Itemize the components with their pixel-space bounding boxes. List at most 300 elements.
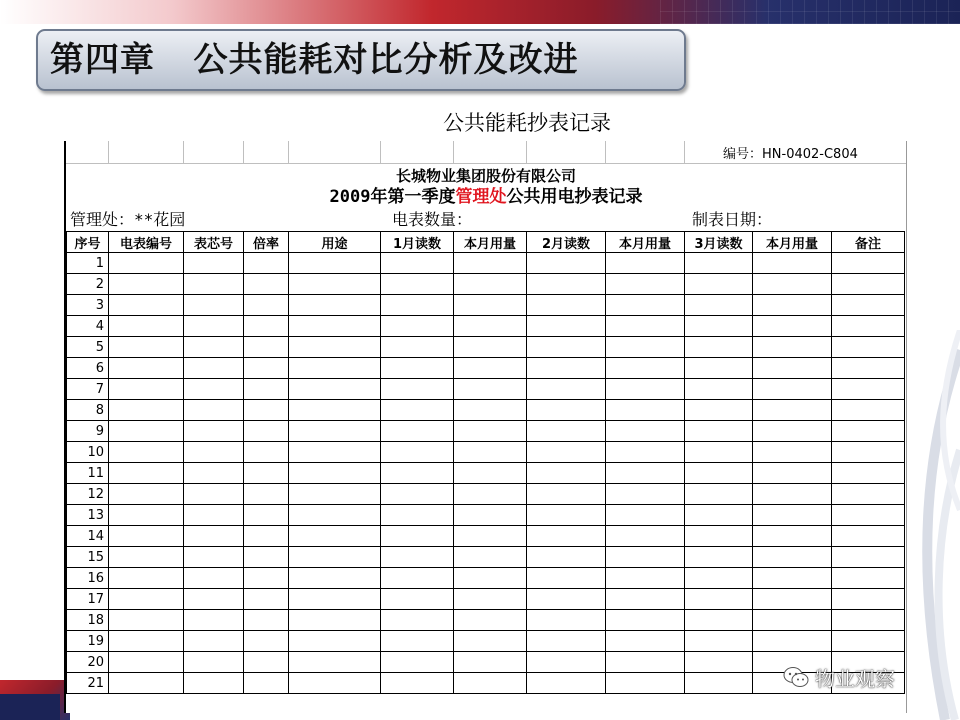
table-body <box>67 253 905 694</box>
table-cell <box>527 379 606 400</box>
table-row <box>67 589 905 610</box>
table-cell <box>685 295 753 316</box>
table-cell <box>527 253 606 274</box>
row-number: 15 <box>67 547 109 568</box>
table-cell <box>184 526 244 547</box>
table-cell <box>606 547 685 568</box>
table-cell <box>289 652 381 673</box>
table-cell <box>109 547 184 568</box>
date-label: 制表日期： <box>692 210 773 229</box>
table-cell <box>832 316 905 337</box>
table-cell <box>381 547 454 568</box>
table-cell <box>244 463 289 484</box>
table-cell <box>184 421 244 442</box>
table-row <box>67 505 905 526</box>
table-cell <box>685 631 753 652</box>
table-cell <box>289 610 381 631</box>
row-number: 20 <box>67 652 109 673</box>
table-cell <box>109 673 184 694</box>
table-cell <box>606 442 685 463</box>
table-cell <box>184 568 244 589</box>
table-cell <box>685 442 753 463</box>
table-cell <box>289 274 381 295</box>
table-cell <box>289 421 381 442</box>
table-cell <box>184 274 244 295</box>
table-cell <box>685 253 753 274</box>
table-cell <box>685 505 753 526</box>
table-cell <box>832 337 905 358</box>
table-row <box>67 673 905 694</box>
table-cell <box>109 316 184 337</box>
table-cell <box>685 337 753 358</box>
row-number: 1 <box>67 253 109 274</box>
table-cell <box>109 463 184 484</box>
table-cell <box>184 589 244 610</box>
table-cell <box>454 673 527 694</box>
row-number: 8 <box>67 400 109 421</box>
table-cell <box>184 337 244 358</box>
table-cell <box>753 484 832 505</box>
table-cell <box>832 547 905 568</box>
table-cell <box>244 505 289 526</box>
table-cell <box>289 589 381 610</box>
row-number: 13 <box>67 505 109 526</box>
table-cell <box>454 610 527 631</box>
grid-line <box>243 141 244 163</box>
record-title-prefix: 2009年第一季度 <box>329 187 456 207</box>
table-cell <box>381 589 454 610</box>
row-number: 6 <box>67 358 109 379</box>
table-cell <box>527 589 606 610</box>
table-cell <box>244 358 289 379</box>
table-cell <box>832 400 905 421</box>
table-cell <box>832 526 905 547</box>
table-cell <box>527 526 606 547</box>
table-row <box>67 295 905 316</box>
table-cell <box>184 295 244 316</box>
column-header: 倍率 <box>244 232 289 253</box>
table-cell <box>606 631 685 652</box>
table-cell <box>685 568 753 589</box>
table-cell <box>832 274 905 295</box>
table-row <box>67 526 905 547</box>
meter-table <box>66 231 905 694</box>
table-cell <box>753 442 832 463</box>
table-cell <box>685 379 753 400</box>
table-cell <box>832 484 905 505</box>
table-cell <box>454 568 527 589</box>
table-row <box>67 337 905 358</box>
table-cell <box>109 589 184 610</box>
row-number: 10 <box>67 442 109 463</box>
column-header: 3月读数 <box>685 232 753 253</box>
row-number: 19 <box>67 631 109 652</box>
table-cell <box>832 358 905 379</box>
row-number: 2 <box>67 274 109 295</box>
column-header: 本月用量 <box>753 232 832 253</box>
grid-line <box>288 141 289 163</box>
table-cell <box>244 316 289 337</box>
table-cell <box>184 379 244 400</box>
table-cell <box>244 484 289 505</box>
table-cell <box>244 379 289 400</box>
table-cell <box>753 358 832 379</box>
table-cell <box>527 421 606 442</box>
table-cell <box>289 295 381 316</box>
table-cell <box>381 526 454 547</box>
table-cell <box>289 400 381 421</box>
table-cell <box>184 358 244 379</box>
table-row <box>67 631 905 652</box>
table-row <box>67 379 905 400</box>
grid-line <box>684 141 685 163</box>
record-title-highlight: 管理处 <box>455 187 507 207</box>
table-cell <box>244 526 289 547</box>
table-cell <box>606 610 685 631</box>
table-cell <box>289 505 381 526</box>
table-cell <box>244 610 289 631</box>
table-cell <box>606 358 685 379</box>
table-cell <box>606 400 685 421</box>
row-number: 5 <box>67 337 109 358</box>
table-cell <box>832 442 905 463</box>
column-header: 本月用量 <box>454 232 527 253</box>
table-cell <box>606 253 685 274</box>
table-cell <box>753 589 832 610</box>
record-title-suffix: 公共用电抄表记录 <box>506 187 643 207</box>
table-cell <box>381 484 454 505</box>
meter-count-label: 电表数量： <box>392 210 473 229</box>
table-row <box>67 442 905 463</box>
meta-row <box>66 209 906 231</box>
table-cell <box>527 358 606 379</box>
table-cell <box>685 400 753 421</box>
table-header-row <box>67 232 905 253</box>
table-cell <box>381 316 454 337</box>
table-cell <box>109 400 184 421</box>
table-cell <box>109 442 184 463</box>
table-row <box>67 568 905 589</box>
row-number: 3 <box>67 295 109 316</box>
corner-decoration-dark <box>0 694 60 720</box>
table-cell <box>753 274 832 295</box>
table-cell <box>454 295 527 316</box>
table-row <box>67 421 905 442</box>
table-cell <box>244 253 289 274</box>
table-cell <box>109 421 184 442</box>
table-cell <box>685 652 753 673</box>
table-cell <box>753 463 832 484</box>
table-cell <box>109 337 184 358</box>
table-cell <box>381 631 454 652</box>
table-cell <box>109 358 184 379</box>
table-cell <box>381 442 454 463</box>
column-header: 本月用量 <box>606 232 685 253</box>
table-cell <box>685 484 753 505</box>
table-cell <box>832 463 905 484</box>
table-cell <box>184 673 244 694</box>
table-cell <box>381 274 454 295</box>
table-cell <box>184 253 244 274</box>
row-number: 4 <box>67 316 109 337</box>
table-cell <box>753 316 832 337</box>
table-cell <box>832 589 905 610</box>
table-cell <box>244 673 289 694</box>
table-cell <box>454 652 527 673</box>
row-number: 7 <box>67 379 109 400</box>
table-cell <box>454 358 527 379</box>
table-cell <box>381 400 454 421</box>
table-row <box>67 652 905 673</box>
table-cell <box>244 274 289 295</box>
table-cell <box>381 568 454 589</box>
table-cell <box>527 337 606 358</box>
table-row <box>67 610 905 631</box>
table-cell <box>289 631 381 652</box>
table-cell <box>184 400 244 421</box>
table-cell <box>685 526 753 547</box>
table-cell <box>244 589 289 610</box>
table-cell <box>381 358 454 379</box>
table-cell <box>109 526 184 547</box>
chapter-title-box <box>36 29 686 91</box>
grid-line <box>183 141 184 163</box>
table-cell <box>685 421 753 442</box>
top-banner <box>0 0 960 24</box>
table-cell <box>606 505 685 526</box>
table-cell <box>454 274 527 295</box>
table-cell <box>289 526 381 547</box>
table-row <box>67 253 905 274</box>
table-cell <box>184 631 244 652</box>
table-cell <box>289 316 381 337</box>
table-cell <box>109 568 184 589</box>
table-cell <box>685 610 753 631</box>
table-cell <box>184 610 244 631</box>
table-cell <box>753 337 832 358</box>
table-cell <box>289 673 381 694</box>
table-cell <box>606 463 685 484</box>
table-cell <box>381 505 454 526</box>
office-label: 管理处：**花园 <box>70 210 186 229</box>
row-number: 17 <box>67 589 109 610</box>
row-number: 21 <box>67 673 109 694</box>
table-cell <box>685 274 753 295</box>
table-cell <box>527 610 606 631</box>
table-row <box>67 463 905 484</box>
table-row <box>67 547 905 568</box>
table-cell <box>753 400 832 421</box>
table-cell <box>832 631 905 652</box>
table-cell <box>109 379 184 400</box>
table-cell <box>685 463 753 484</box>
table-row <box>67 274 905 295</box>
row-number: 11 <box>67 463 109 484</box>
table-row <box>67 400 905 421</box>
table-cell <box>753 610 832 631</box>
table-cell <box>606 295 685 316</box>
table-cell <box>454 379 527 400</box>
table-cell <box>832 379 905 400</box>
table-cell <box>289 379 381 400</box>
table-cell <box>454 337 527 358</box>
grid-line <box>453 141 454 163</box>
table-cell <box>454 316 527 337</box>
table-cell <box>527 400 606 421</box>
table-cell <box>244 442 289 463</box>
table-cell <box>753 505 832 526</box>
chapter-title: 第四章 公共能耗对比分析及改进 <box>50 40 579 80</box>
table-cell <box>381 379 454 400</box>
table-cell <box>606 274 685 295</box>
table-cell <box>527 631 606 652</box>
table-cell <box>289 253 381 274</box>
table-cell <box>753 526 832 547</box>
wechat-icon <box>783 666 809 688</box>
table-cell <box>454 505 527 526</box>
table-row <box>67 484 905 505</box>
column-header: 表芯号 <box>184 232 244 253</box>
table-cell <box>685 589 753 610</box>
table-cell <box>454 442 527 463</box>
table-cell <box>606 673 685 694</box>
table-cell <box>184 442 244 463</box>
table-cell <box>454 589 527 610</box>
table-cell <box>753 379 832 400</box>
table-cell <box>244 547 289 568</box>
row-number: 18 <box>67 610 109 631</box>
table-cell <box>289 463 381 484</box>
table-cell <box>832 610 905 631</box>
table-cell <box>606 589 685 610</box>
table-cell <box>685 547 753 568</box>
table-cell <box>109 631 184 652</box>
table-row <box>67 316 905 337</box>
table-cell <box>289 442 381 463</box>
table-cell <box>381 253 454 274</box>
table-cell <box>109 505 184 526</box>
table-cell <box>244 652 289 673</box>
table-cell <box>109 274 184 295</box>
table-cell <box>184 547 244 568</box>
table-cell <box>606 652 685 673</box>
meter-record-sheet <box>64 141 907 713</box>
grid-line <box>108 141 109 163</box>
sheet-header-row <box>66 141 906 164</box>
table-row <box>67 358 905 379</box>
table-cell <box>109 295 184 316</box>
slide-subtitle: 公共能耗抄表记录 <box>443 111 611 135</box>
table-cell <box>184 463 244 484</box>
record-title <box>66 186 906 208</box>
table-cell <box>289 568 381 589</box>
watermark-text: 物业观察 <box>815 666 895 691</box>
table-cell <box>527 442 606 463</box>
table-cell <box>289 547 381 568</box>
table-cell <box>606 568 685 589</box>
row-number: 9 <box>67 421 109 442</box>
table-cell <box>606 421 685 442</box>
table-cell <box>381 463 454 484</box>
row-number: 12 <box>67 484 109 505</box>
table-cell <box>527 463 606 484</box>
table-cell <box>381 337 454 358</box>
table-cell <box>184 316 244 337</box>
table-cell <box>184 505 244 526</box>
table-cell <box>109 484 184 505</box>
table-cell <box>381 295 454 316</box>
table-cell <box>109 652 184 673</box>
table-cell <box>454 484 527 505</box>
table-cell <box>527 505 606 526</box>
table-cell <box>527 673 606 694</box>
table-cell <box>184 652 244 673</box>
grid-line <box>380 141 381 163</box>
table-cell <box>454 253 527 274</box>
table-cell <box>606 337 685 358</box>
watermark <box>783 664 895 690</box>
table-cell <box>244 400 289 421</box>
table-cell <box>109 610 184 631</box>
form-code: 编号：HN-0402-C804 <box>723 147 858 162</box>
table-cell <box>527 316 606 337</box>
table-cell <box>381 673 454 694</box>
column-header: 序号 <box>67 232 109 253</box>
table-cell <box>454 400 527 421</box>
table-cell <box>381 652 454 673</box>
table-cell <box>527 547 606 568</box>
right-decoration <box>905 330 960 720</box>
table-cell <box>527 295 606 316</box>
table-cell <box>753 421 832 442</box>
table-cell <box>289 358 381 379</box>
table-cell <box>606 379 685 400</box>
column-header: 电表编号 <box>109 232 184 253</box>
table-cell <box>685 673 753 694</box>
table-cell <box>244 421 289 442</box>
table-cell <box>832 568 905 589</box>
table-cell <box>527 652 606 673</box>
table-cell <box>244 568 289 589</box>
table-cell <box>832 505 905 526</box>
table-cell <box>832 253 905 274</box>
table-cell <box>381 610 454 631</box>
table-cell <box>753 631 832 652</box>
table-cell <box>289 337 381 358</box>
table-cell <box>289 484 381 505</box>
table-cell <box>753 295 832 316</box>
table-cell <box>685 316 753 337</box>
table-cell <box>527 484 606 505</box>
table-cell <box>454 526 527 547</box>
column-header: 2月读数 <box>527 232 606 253</box>
company-name: 长城物业集团股份有限公司 <box>395 167 576 185</box>
table-cell <box>685 358 753 379</box>
table-cell <box>244 295 289 316</box>
table-cell <box>454 421 527 442</box>
table-cell <box>184 484 244 505</box>
table-cell <box>527 274 606 295</box>
column-header: 1月读数 <box>381 232 454 253</box>
grid-line <box>526 141 527 163</box>
table-cell <box>454 463 527 484</box>
banner-tiles <box>660 0 960 24</box>
table-cell <box>832 295 905 316</box>
row-number: 16 <box>67 568 109 589</box>
table-cell <box>454 547 527 568</box>
table-cell <box>606 316 685 337</box>
table-cell <box>606 484 685 505</box>
